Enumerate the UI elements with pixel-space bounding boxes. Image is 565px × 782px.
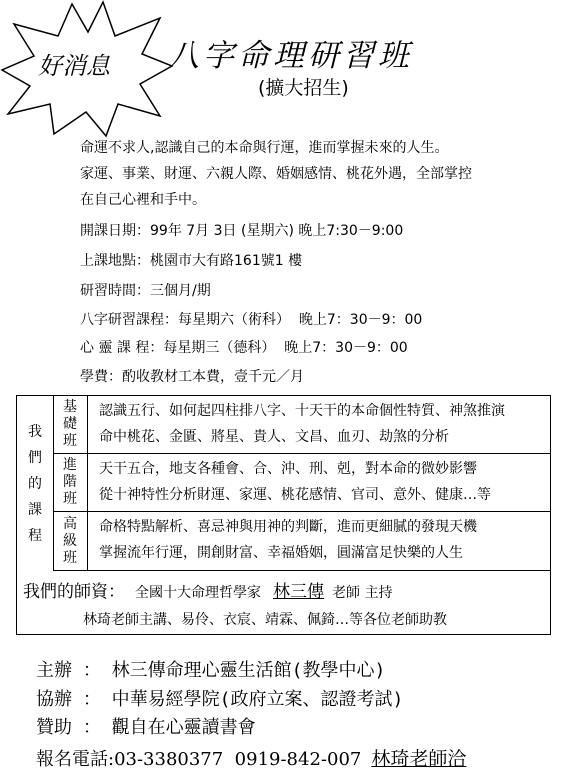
page-title: 八字命理研習班	[168, 38, 413, 74]
spirit-course-schedule: 心 靈 課 程：每星期三（德科） 晚上7：30－9：00	[80, 340, 408, 356]
course-desc-line: 命格特點解析、喜忌神與用神的判斷，進而更細膩的發現天機	[99, 519, 477, 535]
course-desc-line: 認識五行、如何起四柱排八字、十天干的本命個性特質、神煞推演	[99, 403, 505, 419]
registration-phone: 報名電話:03-3380377 0919-842-007	[36, 749, 362, 770]
lead-teacher-name: 林三傳	[273, 582, 324, 602]
course-row-intermediate	[53, 454, 550, 512]
tuition-fee: 學費：酌收教材工本費，壹千元／月	[80, 369, 304, 385]
teachers-label: 我們的師資：	[23, 582, 125, 602]
host-organizer: 主辦 ： 林三傳命理心靈生活館(教學中心)	[36, 660, 386, 681]
page-subtitle: (擴大招生)	[258, 77, 349, 99]
course-desc-line: 從十神特性分析財運、家運、桃花感情、官司、意外、健康…等	[99, 487, 491, 503]
intro-line-3: 在自己心裡和手中。	[80, 192, 206, 208]
registration-line	[36, 744, 466, 771]
start-date: 開課日期：99年 7月 3日 (星期六) 晚上7:30－9:00	[80, 223, 404, 239]
teachers-line	[23, 577, 392, 602]
intro-line-2: 家運、事業、財運、六親人際、婚姻感情、桃花外遇，全部掌控	[80, 166, 472, 182]
course-desc-line: 命中桃花、金匱、將星、貴人、文昌、血刃、劫煞的分析	[99, 429, 449, 445]
course-row-advanced	[53, 512, 550, 571]
location: 上課地點：桃園市大有路161號1 樓	[80, 253, 303, 269]
registration-contact: 林琦老師洽	[371, 748, 467, 770]
teachers-title: 全國十大命理哲學家	[135, 585, 261, 601]
course-row-basic	[53, 396, 550, 454]
lead-teacher-role: 老師 主持	[332, 585, 393, 601]
course-name-intermediate: 進 階 班	[53, 454, 88, 511]
intro-line-1: 命運不求人,認識自己的本命與行運，進而掌握未來的人生。	[80, 140, 449, 156]
course-name-basic: 基 礎 班	[53, 396, 88, 453]
assistant-teachers: 林琦老師主講、易伶、衣宸、靖霖、佩錡…等各位老師助教	[83, 612, 447, 628]
good-news-badge: 好消息	[38, 52, 110, 80]
bazi-course-schedule: 八字研習課程：每星期六（術科） 晚上7：30－9：00	[80, 312, 423, 328]
course-table	[16, 395, 551, 635]
sponsor: 贊助 ： 觀自在心靈讀書會	[36, 717, 256, 738]
course-side-label: 我 們 的 課 程	[17, 396, 54, 571]
course-desc-line: 天干五合，地支各種會、合、沖、刑、剋，對本命的微妙影響	[99, 461, 477, 477]
duration: 研習時間：三個月/期	[80, 283, 211, 299]
course-desc-line: 掌握流年行運，開創財富、幸福婚姻，圓滿富足快樂的人生	[99, 545, 463, 561]
co-host-organizer: 協辦 ： 中華易經學院(政府立案、認證考試)	[36, 689, 404, 710]
course-name-advanced: 高 級 班	[53, 512, 88, 570]
